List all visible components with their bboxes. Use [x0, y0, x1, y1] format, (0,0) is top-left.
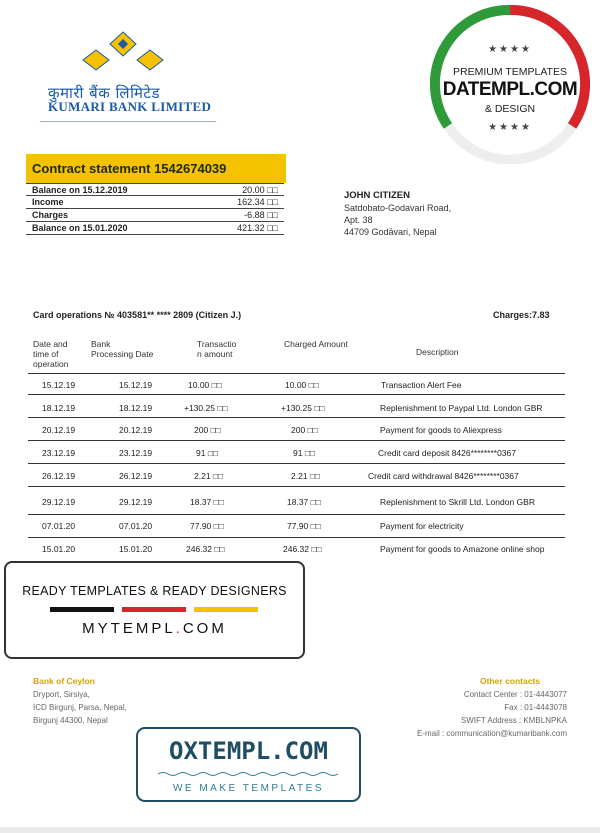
footer-left-line: ICD Birgunj, Parsa, Nepal,	[33, 703, 127, 712]
page-bottom-band	[0, 827, 600, 833]
row-divider	[28, 394, 565, 395]
card-operations-title: Card operations № 403581** **** 2809 (Citizen J.)	[33, 310, 242, 320]
customer-name: JOHN CITIZEN	[344, 190, 410, 201]
footer-left-line: Birgunj 44300, Nepal	[33, 716, 108, 725]
summary-row	[26, 222, 284, 235]
customer-address-line: 44709 Godāvari, Nepal	[344, 227, 437, 237]
cell-description: Replenishment to Skrill Ltd. London GBR	[380, 497, 535, 507]
customer-address-line: Satdobato-Godavari Road,	[344, 203, 452, 213]
header-line: n amount	[197, 349, 233, 359]
cell-date: 20.12.19	[42, 425, 76, 435]
cell-date: 26.12.19	[42, 471, 76, 481]
oxtempl-title: OXTEMPL.COM	[169, 737, 328, 765]
cell-description: Payment for goods to Amazone online shop	[380, 544, 545, 554]
header-line: Processing Date	[91, 349, 154, 359]
flag-stripe-black	[50, 607, 114, 612]
mytempl-tld: COM	[182, 620, 227, 637]
footer-right-line: SWIFT Address : KMBLNPKA	[460, 716, 567, 725]
header-line: operation	[33, 359, 69, 369]
footer-left-line: Dryport, Sirsiya,	[33, 690, 90, 699]
footer-right-line: E-mail : communication@kumaribank.com	[417, 729, 567, 738]
contract-statement-title: Contract statement 1542674039	[26, 154, 286, 183]
bank-name-devanagari: कुमारी बैंक लिमिटेड	[48, 84, 161, 102]
cell-bank-date: 26.12.19	[119, 471, 153, 481]
row-divider	[28, 463, 565, 464]
footer-right-line: Fax : 01-4443078	[504, 703, 567, 712]
column-header-date	[33, 339, 68, 369]
bank-name-english: KUMARI BANK LIMITED	[48, 99, 212, 114]
cell-bank-date: 29.12.19	[119, 497, 153, 507]
cell-date: 07.01.20	[42, 521, 76, 531]
column-header-description	[416, 347, 459, 357]
contract-summary	[26, 183, 284, 235]
logo-divider	[40, 121, 216, 122]
cell-date: 29.12.19	[42, 497, 76, 507]
oxtempl-watermark	[136, 727, 361, 802]
flag-stripe-red	[122, 607, 186, 612]
row-divider	[28, 537, 565, 538]
summary-label: Balance on 15.12.2019	[32, 185, 128, 195]
mytempl-dot: .	[175, 620, 183, 637]
cell-description: Payment for electricity	[380, 521, 464, 531]
cell-date: 18.12.19	[42, 403, 76, 413]
badge-line-datempl: DATEMPL.COM	[442, 79, 578, 100]
cell-date: 15.12.19	[42, 380, 76, 390]
summary-value: 20.00 □□	[242, 185, 278, 195]
column-header-charged	[284, 339, 348, 349]
cell-charged: 10.00 □□	[285, 380, 319, 390]
cell-charged: 18.37 □□	[287, 497, 321, 507]
summary-value: -6.88 □□	[244, 210, 278, 220]
header-line: Date and	[33, 339, 68, 349]
card-charges-total: Charges:7.83	[493, 310, 550, 320]
cell-description: Credit card deposit 8426********0367	[378, 448, 516, 458]
customer-address-line: Apt. 38	[344, 215, 373, 225]
summary-label: Income	[32, 197, 64, 207]
cell-amount: +130.25 □□	[184, 403, 228, 413]
flag-stripe-gold	[194, 607, 258, 612]
row-divider	[28, 417, 565, 418]
table-header-rule	[28, 373, 565, 374]
cell-amount: 200 □□	[194, 425, 221, 435]
cell-charged: +130.25 □□	[281, 403, 325, 413]
summary-value: 162.34 □□	[237, 197, 278, 207]
cell-bank-date: 15.12.19	[119, 380, 153, 390]
badge-stars-bottom: ★★★★	[488, 122, 532, 133]
cell-description: Credit card withdrawal 8426********0367	[368, 471, 519, 481]
mytempl-name: MYTEMPL	[82, 620, 176, 637]
header-line: Description	[416, 347, 459, 357]
cell-bank-date: 15.01.20	[119, 544, 153, 554]
badge-line-design: & DESIGN	[484, 103, 536, 115]
ready-templates-watermark	[4, 561, 305, 659]
summary-row	[26, 209, 284, 222]
cell-amount: 246.32 □□	[186, 544, 225, 554]
cell-amount: 10.00 □□	[188, 380, 222, 390]
mytempl-domain	[6, 620, 303, 637]
footer-right-line: Contact Center : 01-4443077	[463, 690, 567, 699]
column-header-bank-date	[91, 339, 153, 359]
cell-description: Payment for goods to Aliexpress	[380, 425, 502, 435]
summary-value: 421.32 □□	[237, 223, 278, 233]
cell-description: Replenishment to Paypal Ltd. London GBR	[380, 403, 543, 413]
row-divider	[28, 514, 565, 515]
badge-stars-top: ★★★★	[488, 44, 532, 55]
header-line: Bank	[91, 339, 111, 349]
row-divider	[28, 486, 565, 487]
oxtempl-subtitle: WE MAKE TEMPLATES	[172, 783, 325, 794]
cell-charged: 246.32 □□	[283, 544, 322, 554]
cell-amount: 2.21 □□	[194, 471, 224, 481]
premium-templates-badge	[430, 4, 590, 164]
summary-label: Charges	[32, 210, 69, 220]
cell-bank-date: 07.01.20	[119, 521, 153, 531]
header-line: time of	[33, 349, 59, 359]
cell-date: 15.01.20	[42, 544, 76, 554]
summary-label: Balance on 15.01.2020	[32, 223, 128, 233]
header-line: Charged Amount	[284, 339, 348, 349]
footer-contacts-title: Other contacts	[480, 676, 540, 686]
cell-charged: 91 □□	[293, 448, 316, 458]
row-divider	[28, 440, 565, 441]
header-line: Transactio	[197, 339, 237, 349]
bank-logo-icon	[78, 30, 168, 80]
cell-charged: 200 □□	[291, 425, 318, 435]
wave-divider-icon	[158, 771, 339, 777]
column-header-amount	[197, 339, 236, 359]
badge-line-premium: PREMIUM TEMPLATES	[453, 66, 567, 78]
footer-bank-title: Bank of Ceylon	[33, 676, 95, 686]
summary-row	[26, 183, 284, 196]
cell-amount: 77.90 □□	[190, 521, 224, 531]
cell-bank-date: 18.12.19	[119, 403, 153, 413]
cell-date: 23.12.19	[42, 448, 76, 458]
summary-row	[26, 196, 284, 209]
cell-bank-date: 20.12.19	[119, 425, 153, 435]
cell-amount: 18.37 □□	[190, 497, 224, 507]
cell-bank-date: 23.12.19	[119, 448, 153, 458]
cell-charged: 2.21 □□	[291, 471, 321, 481]
cell-description: Transaction Alert Fee	[381, 380, 462, 390]
cell-amount: 91 □□	[196, 448, 219, 458]
cell-charged: 77.90 □□	[287, 521, 321, 531]
ready-templates-title: READY TEMPLATES & READY DESIGNERS	[22, 584, 287, 598]
